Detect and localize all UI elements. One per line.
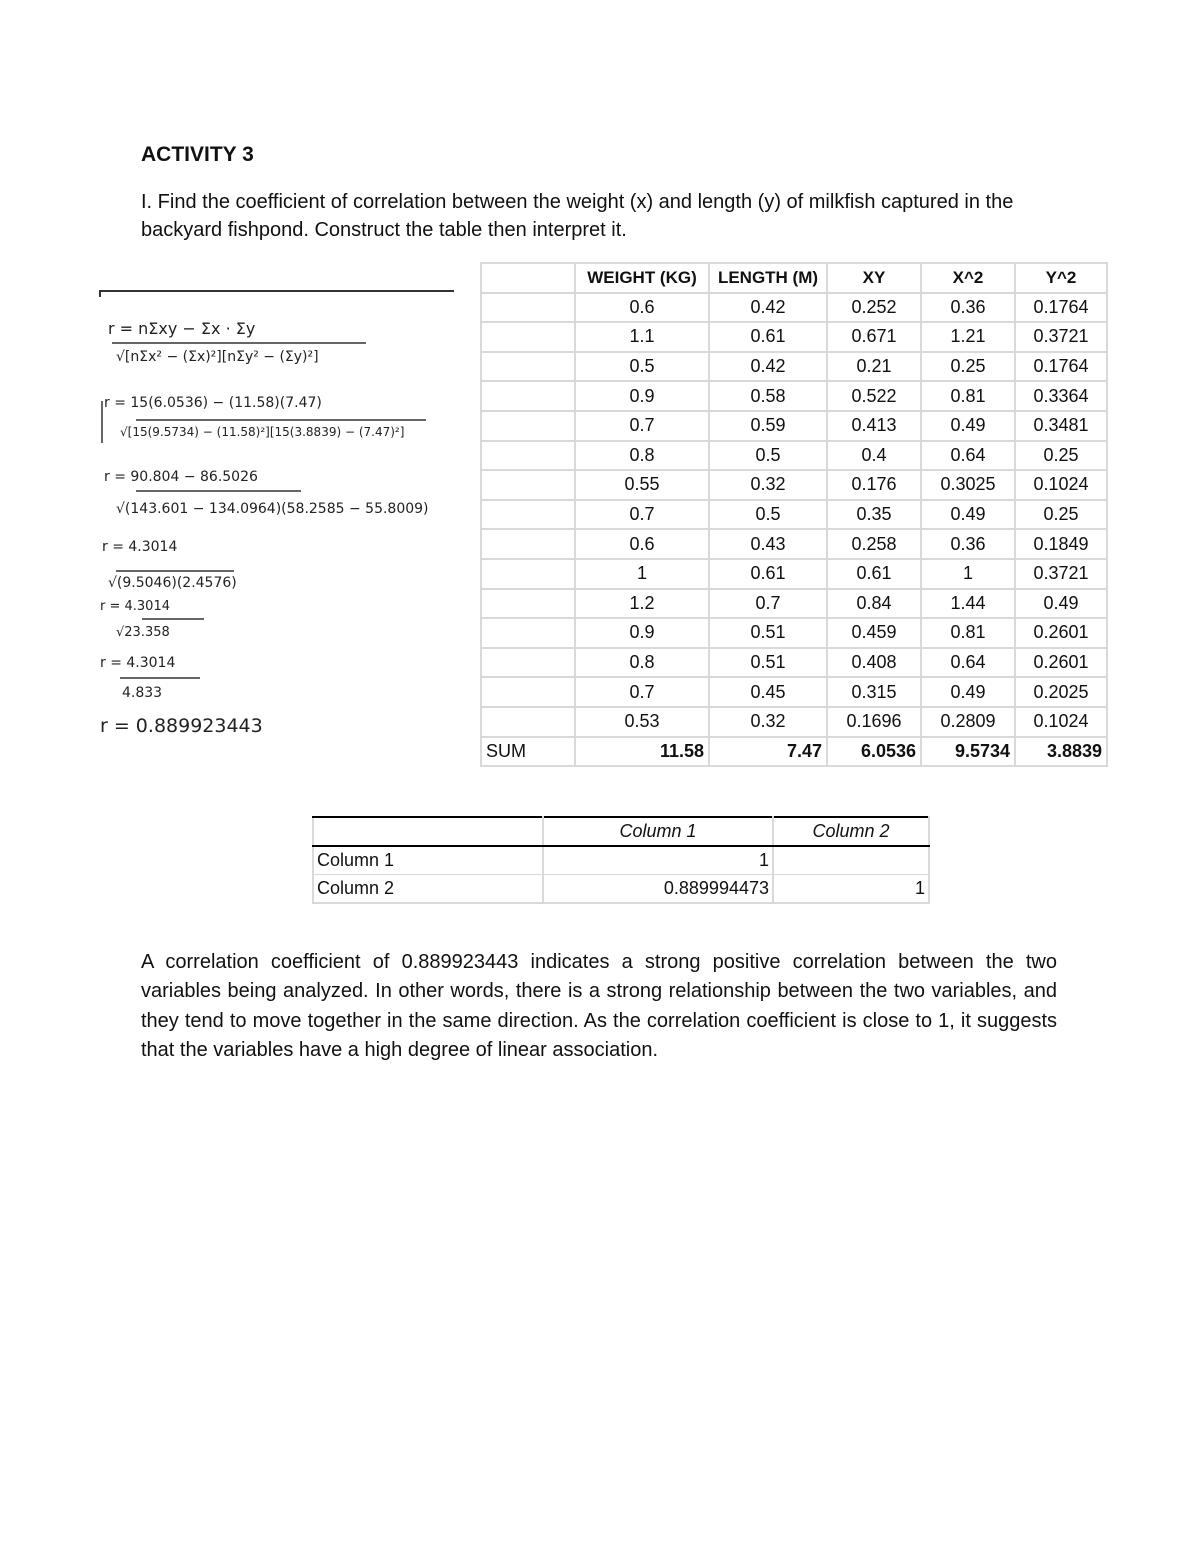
y2-cell: 0.1024 <box>1015 470 1107 500</box>
corr-row-label: Column 1 <box>313 846 543 875</box>
weight-cell: 0.8 <box>575 648 709 678</box>
table-row <box>481 322 1107 352</box>
table-row <box>481 648 1107 678</box>
correlation-header-row <box>313 817 929 846</box>
x2-cell: 0.36 <box>921 293 1015 323</box>
weight-cell: 0.6 <box>575 529 709 559</box>
x2-cell: 0.64 <box>921 648 1015 678</box>
xy-cell: 0.413 <box>827 411 921 441</box>
table-row <box>481 500 1107 530</box>
row-label <box>481 352 575 382</box>
header-weight: WEIGHT (KG) <box>575 263 709 293</box>
step2-denominator: √(143.601 − 134.0964)(58.2585 − 55.8009) <box>116 501 429 517</box>
table-row <box>481 677 1107 707</box>
table-row <box>481 293 1107 323</box>
x2-cell: 0.2809 <box>921 707 1015 737</box>
x2-cell: 0.3025 <box>921 470 1015 500</box>
xy-cell: 0.61 <box>827 559 921 589</box>
row-label <box>481 470 575 500</box>
weight-cell: 0.7 <box>575 500 709 530</box>
length-cell: 0.59 <box>709 411 827 441</box>
length-cell: 0.61 <box>709 559 827 589</box>
sum-label: SUM <box>481 737 575 767</box>
header-length: LENGTH (M) <box>709 263 827 293</box>
xy-cell: 0.35 <box>827 500 921 530</box>
length-cell: 0.58 <box>709 381 827 411</box>
substitution-numerator: r = 15(6.0536) − (11.58)(7.47) <box>104 395 322 411</box>
table-row <box>481 411 1107 441</box>
weight-cell: 0.5 <box>575 352 709 382</box>
formula-denominator: √[nΣx² − (Σx)²][nΣy² − (Σy)²] <box>116 349 319 365</box>
x2-cell: 0.64 <box>921 441 1015 471</box>
length-cell: 0.32 <box>709 707 827 737</box>
xy-cell: 0.315 <box>827 677 921 707</box>
header-x2: X^2 <box>921 263 1015 293</box>
weight-cell: 0.55 <box>575 470 709 500</box>
y2-cell: 0.2601 <box>1015 618 1107 648</box>
weight-cell: 1.1 <box>575 322 709 352</box>
table-row <box>481 618 1107 648</box>
weight-cell: 1 <box>575 559 709 589</box>
header-xy: XY <box>827 263 921 293</box>
correlation-table <box>312 816 930 904</box>
xy-cell: 0.459 <box>827 618 921 648</box>
xy-cell: 0.252 <box>827 293 921 323</box>
sum-x2-cell: 9.5734 <box>921 737 1015 767</box>
x2-cell: 0.49 <box>921 500 1015 530</box>
row-label <box>481 559 575 589</box>
header-blank <box>481 263 575 293</box>
y2-cell: 0.3721 <box>1015 322 1107 352</box>
y2-cell: 0.3364 <box>1015 381 1107 411</box>
length-cell: 0.32 <box>709 470 827 500</box>
weight-cell: 0.7 <box>575 677 709 707</box>
data-table-body <box>481 293 1107 767</box>
row-label <box>481 411 575 441</box>
step4-denominator: √23.358 <box>116 625 170 640</box>
row-label <box>481 707 575 737</box>
row-label <box>481 322 575 352</box>
y2-cell: 0.2025 <box>1015 677 1107 707</box>
table-row <box>481 529 1107 559</box>
y2-cell: 0.1024 <box>1015 707 1107 737</box>
data-table <box>480 262 1108 767</box>
corr-header-column1: Column 1 <box>543 817 773 846</box>
length-cell: 0.42 <box>709 293 827 323</box>
x2-cell: 0.49 <box>921 411 1015 441</box>
table-row <box>481 559 1107 589</box>
corr-value: 1 <box>773 875 929 904</box>
row-label <box>481 589 575 619</box>
data-table-header-row <box>481 263 1107 293</box>
interpretation-paragraph: A correlation coefficient of 0.889923443 indicates a strong positive correlation between the two variables being analyzed. In other words, there is a strong relationship between the two variables, and they tend to move together in the same direction. As the correlation coefficient is close to 1, it suggests that the variables have a high degree of linear association. <box>141 951 1057 1062</box>
length-cell: 0.43 <box>709 529 827 559</box>
x2-cell: 1 <box>921 559 1015 589</box>
weight-cell: 1.2 <box>575 589 709 619</box>
weight-cell: 0.53 <box>575 707 709 737</box>
corr-value: 0.889994473 <box>543 875 773 904</box>
sum-xy-cell: 6.0536 <box>827 737 921 767</box>
y2-cell: 0.1849 <box>1015 529 1107 559</box>
y2-cell: 0.2601 <box>1015 648 1107 678</box>
length-cell: 0.61 <box>709 322 827 352</box>
table-row <box>481 470 1107 500</box>
table-row <box>481 381 1107 411</box>
x2-cell: 0.49 <box>921 677 1015 707</box>
question-text: I. Find the coefficient of correlation between the weight (x) and length (y) of milkfish captured in the backyard fishpond. Construct the table then interpret it. <box>141 191 1014 241</box>
correlation-row <box>313 846 929 875</box>
weight-cell: 0.8 <box>575 441 709 471</box>
length-cell: 0.7 <box>709 589 827 619</box>
row-label <box>481 677 575 707</box>
sum-row <box>481 737 1107 767</box>
x2-cell: 0.81 <box>921 381 1015 411</box>
table-row <box>481 707 1107 737</box>
corr-header-blank <box>313 817 543 846</box>
handwritten-solution <box>96 283 456 743</box>
row-label <box>481 441 575 471</box>
step2-numerator: r = 90.804 − 86.5026 <box>104 469 258 485</box>
activity-title: ACTIVITY 3 <box>141 143 254 166</box>
weight-cell: 0.6 <box>575 293 709 323</box>
weight-cell: 0.7 <box>575 411 709 441</box>
y2-cell: 0.3481 <box>1015 411 1107 441</box>
corr-value <box>773 846 929 875</box>
y2-cell: 0.1764 <box>1015 293 1107 323</box>
step5-denominator: 4.833 <box>122 685 163 701</box>
step4-numerator: r = 4.3014 <box>100 599 170 614</box>
substitution-denominator: √[15(9.5734) − (11.58)²][15(3.8839) − (7.47)²] <box>120 425 405 439</box>
xy-cell: 0.522 <box>827 381 921 411</box>
length-cell: 0.5 <box>709 441 827 471</box>
corr-row-label: Column 2 <box>313 875 543 904</box>
sum-weight-cell: 11.58 <box>575 737 709 767</box>
sum-y2-cell: 3.8839 <box>1015 737 1107 767</box>
row-label <box>481 529 575 559</box>
length-cell: 0.42 <box>709 352 827 382</box>
length-cell: 0.45 <box>709 677 827 707</box>
correlation-row <box>313 875 929 904</box>
table-row <box>481 589 1107 619</box>
x2-cell: 1.44 <box>921 589 1015 619</box>
step3-numerator: r = 4.3014 <box>102 539 178 555</box>
x2-cell: 0.81 <box>921 618 1015 648</box>
y2-cell: 0.25 <box>1015 500 1107 530</box>
row-label <box>481 293 575 323</box>
step3-denominator: √(9.5046)(2.4576) <box>108 575 237 591</box>
x2-cell: 0.25 <box>921 352 1015 382</box>
xy-cell: 0.258 <box>827 529 921 559</box>
row-label <box>481 500 575 530</box>
xy-cell: 0.176 <box>827 470 921 500</box>
row-label <box>481 381 575 411</box>
corr-value: 1 <box>543 846 773 875</box>
y2-cell: 0.3721 <box>1015 559 1107 589</box>
header-y2: Y^2 <box>1015 263 1107 293</box>
weight-cell: 0.9 <box>575 618 709 648</box>
table-row <box>481 441 1107 471</box>
x2-cell: 1.21 <box>921 322 1015 352</box>
xy-cell: 0.84 <box>827 589 921 619</box>
sum-length-cell: 7.47 <box>709 737 827 767</box>
length-cell: 0.51 <box>709 648 827 678</box>
weight-cell: 0.9 <box>575 381 709 411</box>
final-result: r = 0.889923443 <box>100 715 263 737</box>
y2-cell: 0.1764 <box>1015 352 1107 382</box>
xy-cell: 0.408 <box>827 648 921 678</box>
formula-numerator: r = nΣxy − Σx · Σy <box>108 319 256 338</box>
length-cell: 0.5 <box>709 500 827 530</box>
length-cell: 0.51 <box>709 618 827 648</box>
x2-cell: 0.36 <box>921 529 1015 559</box>
table-row <box>481 352 1107 382</box>
corr-header-column2: Column 2 <box>773 817 929 846</box>
row-label <box>481 648 575 678</box>
row-label <box>481 618 575 648</box>
xy-cell: 0.671 <box>827 322 921 352</box>
xy-cell: 0.4 <box>827 441 921 471</box>
y2-cell: 0.25 <box>1015 441 1107 471</box>
xy-cell: 0.21 <box>827 352 921 382</box>
step5-numerator: r = 4.3014 <box>100 655 176 671</box>
y2-cell: 0.49 <box>1015 589 1107 619</box>
xy-cell: 0.1696 <box>827 707 921 737</box>
